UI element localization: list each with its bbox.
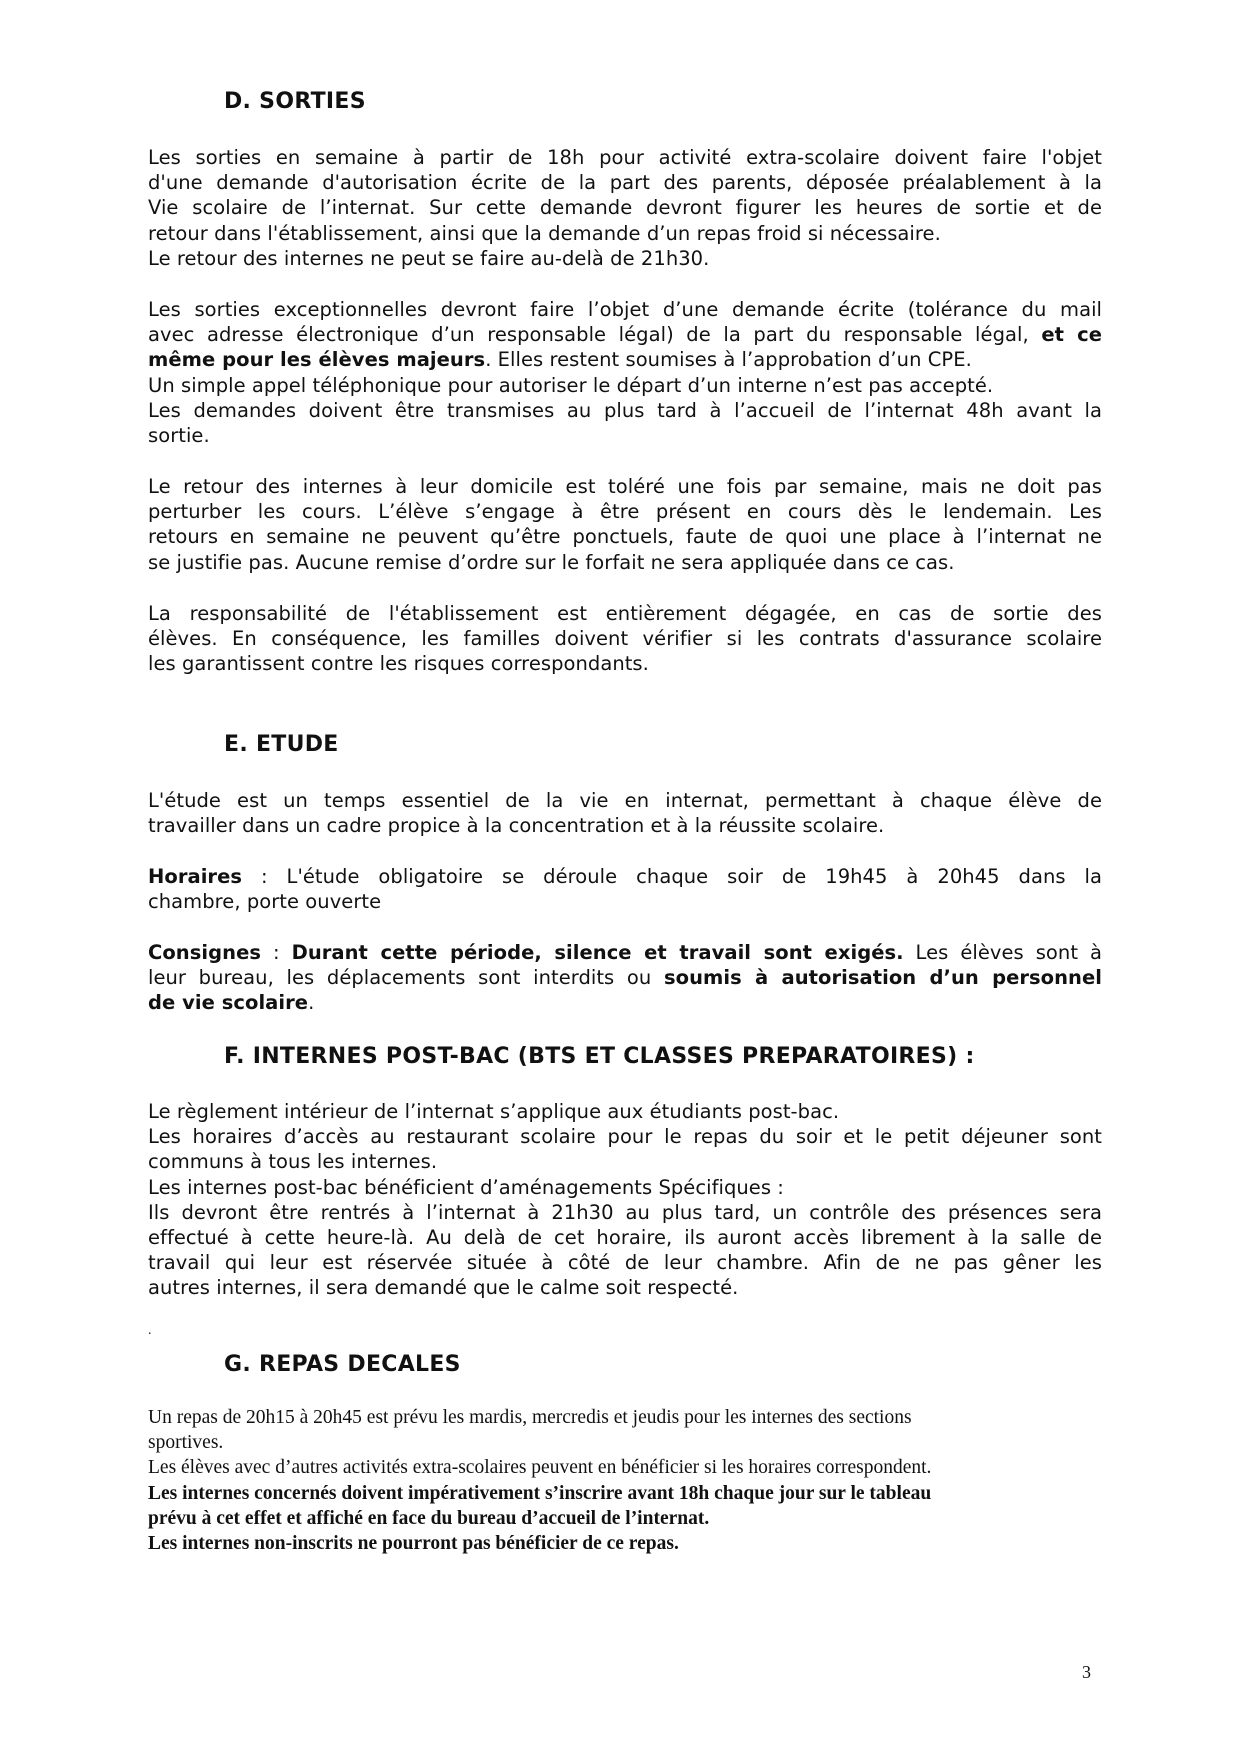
text-run: . Elles restent soumises à l’approbation d’un CPE. bbox=[485, 348, 972, 372]
text-line: d'une demande d'autorisation écrite de la part des parents, déposée préalablement à la bbox=[148, 171, 1102, 195]
text-line: chambre, porte ouverte bbox=[148, 890, 382, 914]
text-line: sportives. bbox=[148, 1432, 224, 1454]
text-line: Un simple appel téléphonique pour autoriser le départ d’un interne n’est pas accepté. bbox=[148, 373, 994, 397]
text-run: : bbox=[261, 941, 292, 964]
text-run: avec adresse électronique d’un responsable légal) de la part du responsable légal, bbox=[148, 323, 1029, 347]
bold-text: Consignes bbox=[148, 941, 262, 964]
text-line: Le retour des internes ne peut se faire au-delà de 21h30. bbox=[148, 246, 710, 270]
text-line: Les demandes doivent être transmises au plus tard à l’accueil de l’internat 48h avant la bbox=[148, 398, 1102, 422]
paragraph-retour-domicile bbox=[148, 474, 1102, 575]
text-line: effectué à cette heure-là. Au delà de cet horaire, ils auront accès librement à la salle de bbox=[148, 1226, 1102, 1250]
text-run: leur bureau, les déplacements sont interdits ou bbox=[148, 966, 664, 990]
text-line: travailler dans un cadre propice à la concentration et à la réussite scolaire. bbox=[148, 814, 885, 838]
text-run: . bbox=[308, 991, 315, 1015]
paragraph-responsabilite bbox=[148, 601, 1102, 677]
paragraph-post-bac bbox=[148, 1099, 1102, 1301]
section-heading-etude: E. ETUDE bbox=[224, 732, 339, 757]
page-number: 3 bbox=[1082, 1662, 1091, 1682]
text-line: Les horaires d’accès au restaurant scolaire pour le repas du soir et le petit déjeuner sont bbox=[148, 1125, 1102, 1149]
bold-text: soumis à autorisation d’un personnel bbox=[664, 966, 1103, 990]
paragraph-etude-intro bbox=[148, 788, 1102, 838]
text-line: les garantissent contre les risques correspondants. bbox=[148, 652, 649, 676]
stray-dot: . bbox=[148, 1323, 152, 1338]
bold-text: de vie scolaire bbox=[148, 991, 309, 1015]
text-line bbox=[148, 322, 1102, 347]
bold-text: et ce bbox=[1041, 323, 1103, 347]
text-line: retours en semaine ne peuvent qu’être ponctuels, faute de quoi une place à l’internat ne bbox=[148, 525, 1102, 549]
text-line: La responsabilité de l'établissement est entièrement dégagée, en cas de sortie des bbox=[148, 602, 1102, 625]
text-line: L'étude est un temps essentiel de la vie en internat, permettant à chaque élève de bbox=[148, 789, 1102, 812]
text-line: travail qui leur est réservée située à côté de leur chambre. Afin de ne pas gêner les bbox=[148, 1251, 1102, 1275]
text-line bbox=[148, 864, 1102, 889]
text-line bbox=[148, 990, 1102, 1015]
text-line: autres internes, il sera demandé que le calme soit respecté. bbox=[148, 1276, 739, 1300]
text-line: Un repas de 20h15 à 20h45 est prévu les mardis, mercredis et jeudis pour les internes des sections bbox=[148, 1407, 912, 1428]
bold-text-line: Les internes concernés doivent impérativement s’inscrire avant 18h chaque jour sur le tableau bbox=[148, 1482, 932, 1504]
paragraph-repas-decales bbox=[148, 1405, 1102, 1556]
text-line: Les internes post-bac bénéficient d’aménagements Spécifiques : bbox=[148, 1175, 784, 1199]
section-heading-post-bac: F. INTERNES POST-BAC (BTS ET CLASSES PREPARATOIRES) : bbox=[224, 1044, 975, 1069]
text-line bbox=[148, 965, 1102, 990]
text-line: Le règlement intérieur de l’internat s’applique aux étudiants post-bac. bbox=[148, 1100, 840, 1123]
text-run: : L'étude obligatoire se déroule chaque soir de 19h45 à 20h45 dans la bbox=[242, 865, 1102, 888]
bold-text: même pour les élèves majeurs bbox=[148, 348, 486, 372]
text-line: Les élèves avec d’autres activités extra-scolaires peuvent en bénéficier si les horaires correspondent. bbox=[148, 1457, 932, 1479]
text-run: Les élèves sont à bbox=[903, 941, 1102, 964]
bold-text: Horaires bbox=[148, 865, 243, 888]
text-line: élèves. En conséquence, les familles doivent vérifier si les contrats d'assurance scolaire bbox=[148, 627, 1102, 651]
text-line: sortie. bbox=[148, 424, 210, 448]
text-line: Les sorties exceptionnelles devront faire l’objet d’une demande écrite (tolérance du mail bbox=[148, 298, 1102, 321]
text-line: communs à tous les internes. bbox=[148, 1150, 438, 1174]
text-line bbox=[148, 940, 1102, 965]
paragraph-consignes bbox=[148, 940, 1102, 1016]
bold-text-line: prévu à cet effet et affiché en face du bureau d’accueil de l’internat. bbox=[148, 1507, 710, 1529]
section-heading-sorties: D. SORTIES bbox=[224, 89, 366, 114]
text-line: retour dans l'établissement, ainsi que la demande d’un repas froid si nécessaire. bbox=[148, 221, 941, 245]
bold-text-line: Les internes non-inscrits ne pourront pas bénéficier de ce repas. bbox=[148, 1533, 679, 1555]
paragraph-sorties-semaine bbox=[148, 145, 1102, 271]
bold-text: Durant cette période, silence et travail sont exigés. bbox=[291, 941, 904, 964]
paragraph-sorties-exceptionnelles bbox=[148, 297, 1102, 448]
text-line: se justifie pas. Aucune remise d’ordre sur le forfait ne sera appliquée dans ce cas. bbox=[148, 550, 955, 574]
text-line bbox=[148, 347, 1102, 372]
section-heading-repas-decales: G. REPAS DECALES bbox=[224, 1352, 461, 1377]
text-line: Les sorties en semaine à partir de 18h pour activité extra-scolaire doivent faire l'objet bbox=[148, 146, 1102, 169]
text-line: Vie scolaire de l’internat. Sur cette demande devront figurer les heures de sortie et de bbox=[148, 196, 1102, 220]
text-line: Le retour des internes à leur domicile est toléré une fois par semaine, mais ne doit pas bbox=[148, 475, 1102, 498]
text-line: perturber les cours. L’élève s’engage à être présent en cours dès le lendemain. Les bbox=[148, 500, 1102, 524]
text-line: Ils devront être rentrés à l’internat à 21h30 au plus tard, un contrôle des présences sera bbox=[148, 1200, 1102, 1224]
paragraph-horaires bbox=[148, 864, 1102, 914]
